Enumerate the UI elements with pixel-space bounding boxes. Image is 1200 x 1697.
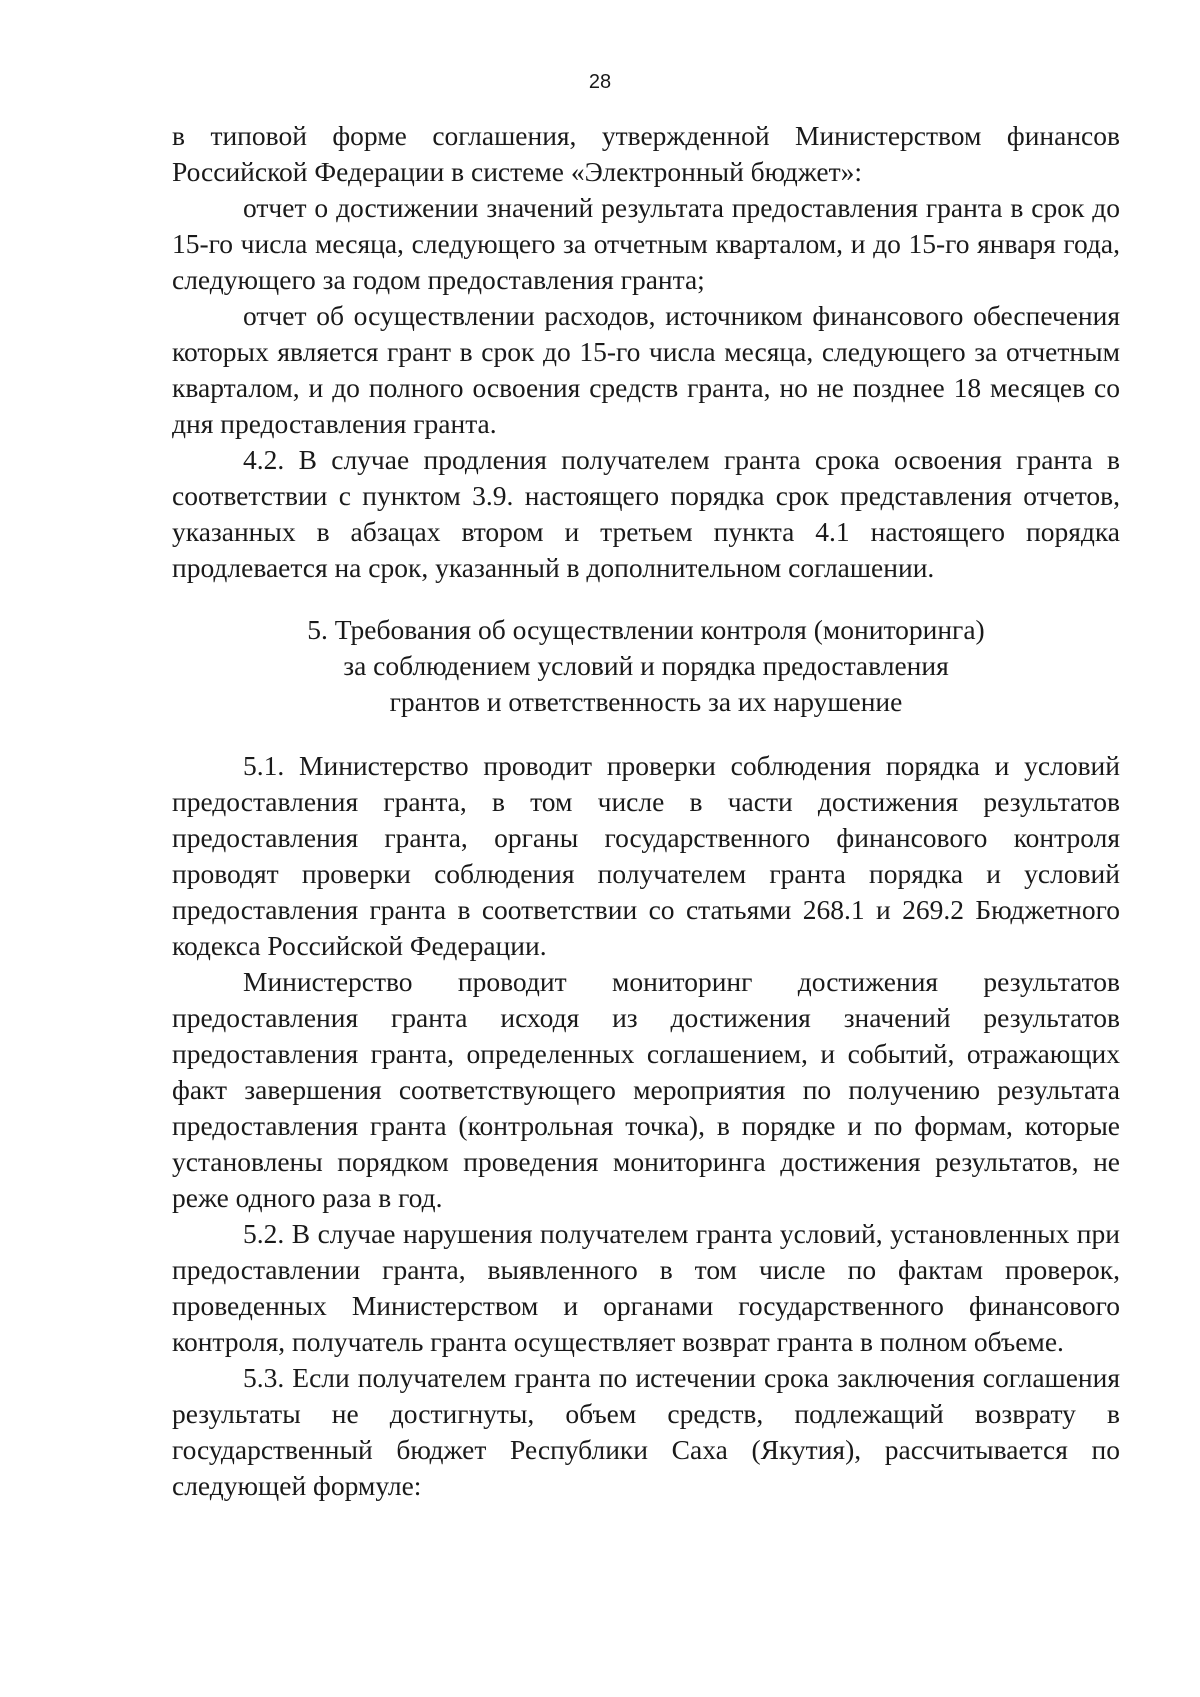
section-heading-line: грантов и ответственность за их нарушение xyxy=(389,686,903,717)
section-heading-line: за соблюдением условий и порядка предоставления xyxy=(343,650,949,681)
paragraph-5-2: 5.2. В случае нарушения получателем гранта условий, установленных при предоставлении гранта, выявленного в том числе по фактам проверок, проведенных Министерством и органами государственного финансового контроля, получатель гранта осуществляет возврат гранта в полном объеме. xyxy=(172,1218,1120,1357)
paragraph-5-1: 5.1. Министерство проводит проверки соблюдения порядка и условий предоставления гранта, в том числе в части достижения результатов предоставления гранта, органы государственного финансового контроля проводят проверки соблюдения получателем гранта порядка и условий предоставления гранта в соответствии со статьями 268.1 и 269.2 Бюджетного кодекса Российской Федерации. xyxy=(172,750,1120,961)
page-number: 28 xyxy=(588,71,612,93)
section-heading xyxy=(172,612,1120,720)
paragraph-report-expenses: отчет об осуществлении расходов, источником финансового обеспечения которых является грант в срок до 15-го числа месяца, следующего за отчетным кварталом, и до полного освоения средств гранта, но не позднее 18 месяцев со дня предоставления гранта. xyxy=(172,300,1120,439)
paragraph-monitoring: Министерство проводит мониторинг достижения результатов предоставления гранта исходя из достижения значений результатов предоставления гранта, определенных соглашением, и событий, отражающих факт завершения соответствующего мероприятия по получению результата предоставления гранта (контрольная точка), в порядке и по формам, которые установлены порядком проведения мониторинга достижения результатов, не реже одного раза в год. xyxy=(172,966,1120,1213)
paragraph-continuation: в типовой форме соглашения, утвержденной Министерством финансов Российской Федерации в системе «Электронный бюджет»: xyxy=(172,120,1120,187)
document-body xyxy=(172,118,1120,1504)
paragraph-5-3: 5.3. Если получателем гранта по истечении срока заключения соглашения результаты не достигнуты, объем средств, подлежащий возврату в государственный бюджет Республики Саха (Якутия), рассчитывается по следующей формуле: xyxy=(172,1362,1120,1501)
section-heading-line: 5. Требования об осуществлении контроля (мониторинга) xyxy=(307,614,985,645)
paragraph-4-2: 4.2. В случае продления получателем гранта срока освоения гранта в соответствии с пунктом 3.9. настоящего порядка срок представления отчетов, указанных в абзацах втором и третьем пункта 4.1 настоящего порядка продлевается на срок, указанный в дополнительном соглашении. xyxy=(172,444,1120,583)
paragraph-report-results: отчет о достижении значений результата предоставления гранта в срок до 15-го числа месяца, следующего за отчетным кварталом, и до 15-го января года, следующего за годом предоставления гранта; xyxy=(172,192,1120,295)
